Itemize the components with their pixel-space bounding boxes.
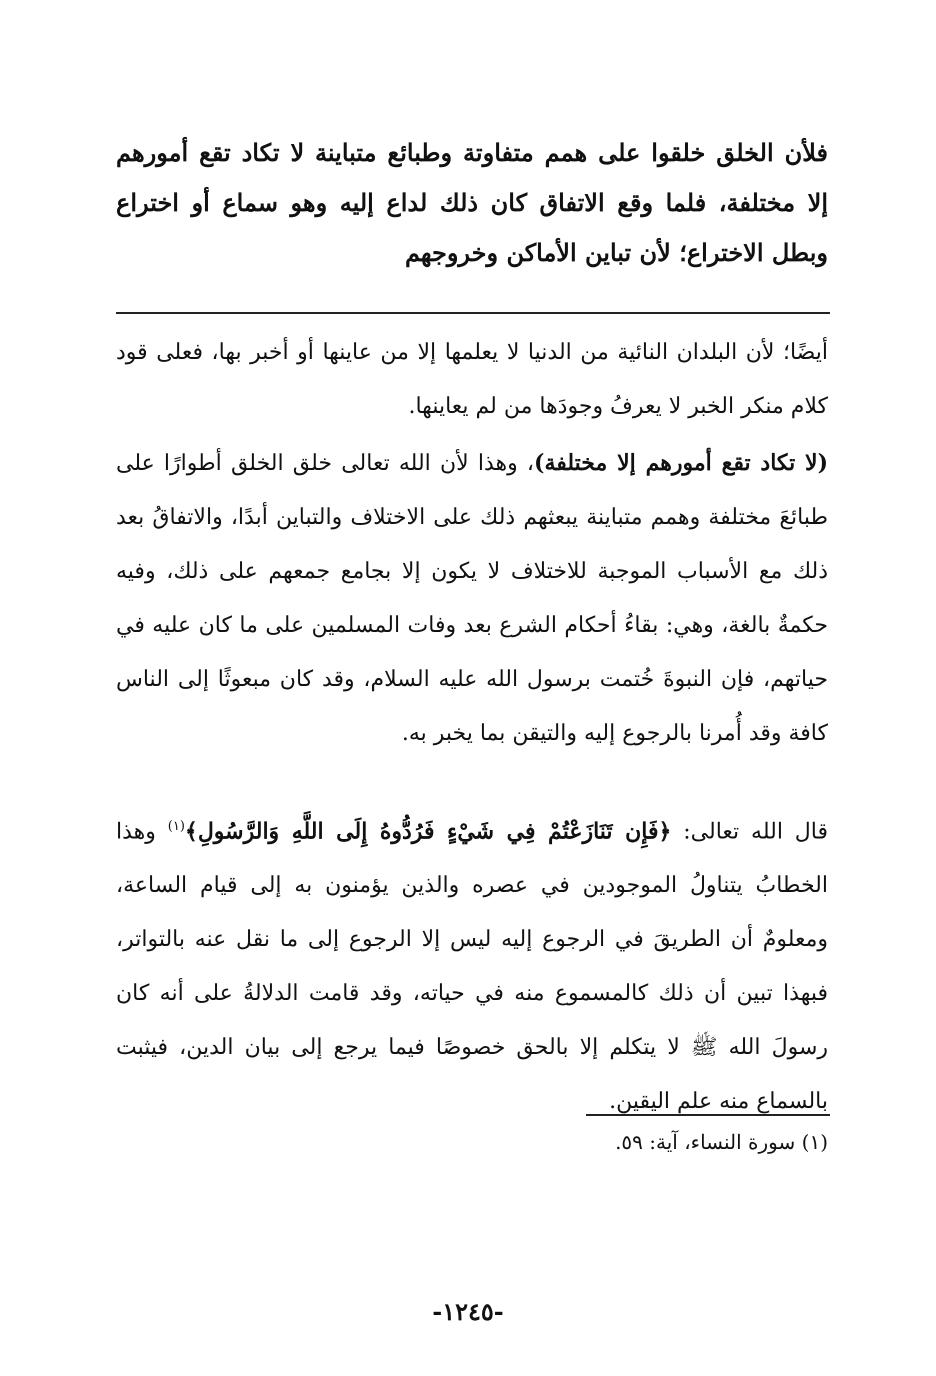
commentary-paragraph-1: أيضًا؛ لأن البلدان النائية من الدنيا لا يعلمها إلا من عاينها أو أخبر بها، فعلى قود كلام منكر الخبر لا يعرفُ وجودَها من لم يعاينها. — [116, 340, 828, 419]
footnote-marker: (١) — [167, 819, 185, 834]
page-number: -١٢٤٥- — [432, 1297, 504, 1326]
separator-rule — [116, 312, 830, 314]
footnote: (١) سورة النساء، آية: ٥٩. — [615, 1130, 828, 1154]
commentary-paragraph-2-text: ، وهذا لأن الله تعالى خلق الخلق أطوارًا على طبائعَ مختلفة وهمم متباينة يبعثهم ذلك على الاختلاف والتباين أبدًا، والاتفاقُ بعد ذلك مع الأسباب الموجبة للاختلاف لا يكون إلا بجامع جمعهم على ذلك، وفيه حكمةٌ بالغة، وهي: بقاءُ أحكام الشرع بعد وفات المسلمين على ما كان عليه في حياتهم، فإن النبوةَ خُتمت برسول الله عليه السلام، وقد كان مبعوثًا إلى الناس كافة وقد أُمرنا بالرجوع إليه والتيقن بما يخبر به. — [116, 451, 828, 746]
commentary-paragraph-3-text: وهذا الخطابُ يتناولُ الموجودين في عصره والذين يؤمنون به إلى قيام الساعة، ومعلومٌ أن الطريقَ في الرجوع إليه ليس إلا الرجوع إلى ما نقل عنه بالتواتر، فبهذا تبين أن ذلك كالمسموع منه في حياته، وقد قامت الدلالةُ على أنه كان رسولَ الله ﷺ لا يتكلم إلا بالحق خصوصًا فيما يرجع إلى بيان الدين، فيثبت بالسماع منه علم اليقين. — [116, 819, 829, 1115]
main-text: فلأن الخلق خلقوا على همم متفاوتة وطبائع متباينة لا تكاد تقع أمورهم إلا مختلفة، فلما وقع الاتفاق كان ذلك لداع إليه وهو سماع أو اختراع وبطل الاختراع؛ لأن تباين الأماكن وخروجهم — [116, 138, 828, 267]
verse-intro: قال الله تعالى: — [683, 819, 829, 845]
footnote-rule — [586, 1114, 830, 1116]
commentary-paragraph-3 — [116, 800, 828, 1129]
quoted-phrase: (لا تكاد تقع أمورهم إلا مختلفة) — [534, 450, 829, 476]
quran-verse: ﴿فَإِن تَنَازَعْتُمْ فِي شَيْءٍ فَرُدُّوهُ إِلَى اللَّهِ وَالرَّسُولِ﴾ — [184, 818, 672, 845]
commentary-paragraph-2 — [116, 436, 828, 761]
